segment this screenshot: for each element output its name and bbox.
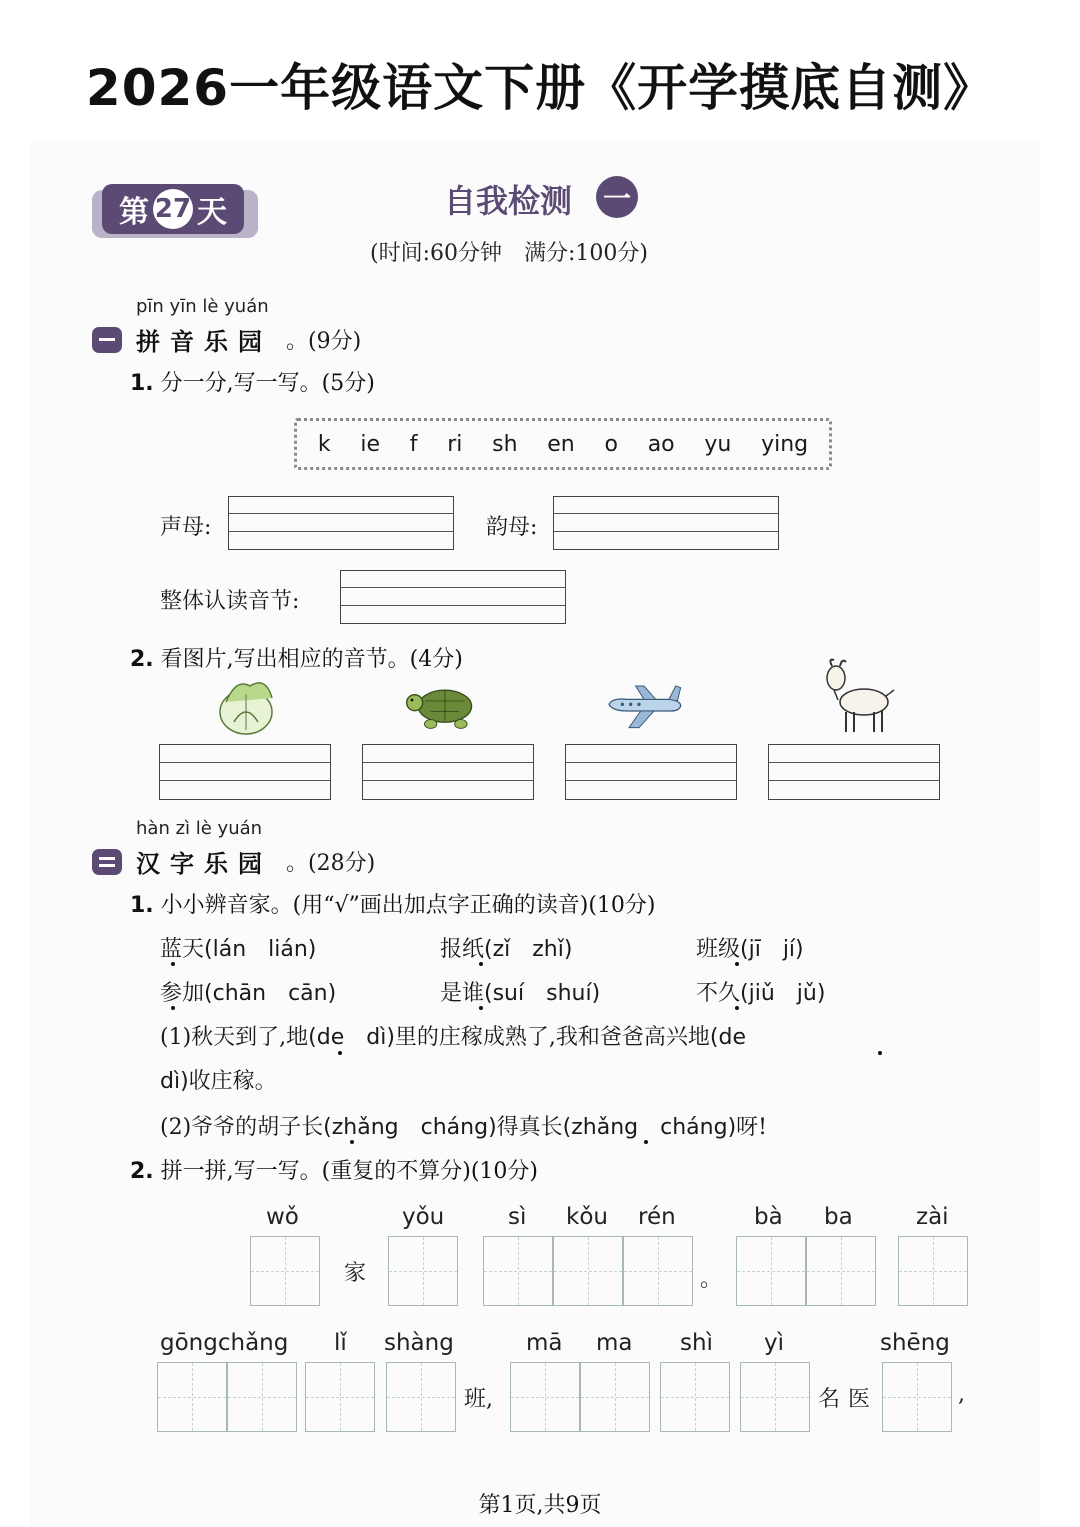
given-char: 家	[344, 1261, 367, 1286]
letter: o	[604, 431, 618, 457]
day-badge	[102, 184, 244, 234]
s1-q2-text: 看图片,写出相应的音节。(4分)	[160, 647, 463, 672]
writing-cell[interactable]	[250, 1236, 320, 1306]
pinyin-label: bà	[754, 1204, 783, 1230]
test-number: 一	[596, 176, 638, 218]
emphasis-dot	[171, 962, 175, 966]
letter: ri	[447, 431, 463, 457]
whole-syllables-writing-lines[interactable]	[340, 570, 566, 624]
writing-cell[interactable]	[553, 1236, 623, 1306]
given-char: 名医	[818, 1387, 879, 1412]
letter: yu	[704, 431, 732, 457]
pinyin-label: wǒ	[266, 1204, 299, 1230]
s1-q1	[130, 366, 375, 397]
picture-answer-lines-4[interactable]	[768, 744, 940, 800]
pinyin-label: zài	[916, 1204, 949, 1230]
letter: ao	[647, 431, 675, 457]
pron-item: 报纸(zǐ zhǐ)	[440, 937, 573, 962]
cabbage-icon	[206, 672, 286, 736]
section1-pinyin: pīn yīn lè yuán	[136, 296, 269, 317]
sentence-2: (2)爷爷的胡子长(zhǎng cháng)得真长(zhǎng cháng)呀!	[160, 1115, 767, 1140]
writing-cell[interactable]	[736, 1236, 806, 1306]
s2-q1-text: 小小辨音家。(用“√”画出加点字正确的读音)(10分)	[160, 893, 656, 918]
given-char: 。	[700, 1267, 723, 1292]
test-title: 自我检测	[444, 182, 573, 220]
pinyin-label: shì	[680, 1330, 713, 1356]
pinyin-label: ma	[596, 1330, 633, 1356]
sentence-1-line2: dì)收庄稼。	[160, 1069, 277, 1094]
s1-q1-text: 分一分,写一写。(5分)	[160, 371, 375, 396]
day-prefix: 第	[119, 195, 149, 230]
section2-score: 。(28分)	[286, 851, 376, 876]
writing-cell[interactable]	[386, 1362, 456, 1432]
section1-score: 。(9分)	[286, 329, 362, 354]
pron-item: 不久(jiǔ jǔ)	[696, 981, 826, 1006]
pinyin-label: yì	[764, 1330, 785, 1356]
section2-title: 汉字乐园	[136, 850, 272, 878]
pinyin-label: rén	[638, 1204, 676, 1230]
pinyin-label: yǒu	[402, 1204, 445, 1230]
page-footer: 第1页,共9页	[478, 1493, 602, 1518]
s2-q1-num: 1.	[130, 893, 154, 918]
emphasis-dot	[735, 962, 739, 966]
pinyin-label: lǐ	[334, 1330, 347, 1356]
pinyin-label: gōngchǎng	[160, 1330, 289, 1356]
s1-q2-num: 2.	[130, 647, 154, 672]
writing-cell[interactable]	[882, 1362, 952, 1432]
finals-writing-lines[interactable]	[553, 496, 779, 550]
initials-writing-lines[interactable]	[228, 496, 454, 550]
s1-q2	[130, 642, 463, 673]
emphasis-dot	[735, 1006, 739, 1010]
picture-answer-lines-2[interactable]	[362, 744, 534, 800]
airplane-icon	[604, 674, 684, 738]
writing-cell[interactable]	[740, 1362, 810, 1432]
picture-answer-lines-1[interactable]	[159, 744, 331, 800]
emphasis-dot	[171, 1006, 175, 1010]
writing-cell[interactable]	[510, 1362, 580, 1432]
label-whole-syllables: 整体认读音节:	[160, 589, 300, 614]
given-char: ,	[958, 1382, 965, 1407]
goat-icon	[818, 656, 898, 736]
pron-item: 是谁(suí shuí)	[440, 981, 601, 1006]
writing-cell[interactable]	[806, 1236, 876, 1306]
letter: f	[409, 431, 418, 457]
day-number: 27	[153, 189, 193, 229]
picture-answer-lines-3[interactable]	[565, 744, 737, 800]
section-two-icon	[92, 849, 122, 875]
emphasis-dot	[479, 962, 483, 966]
writing-cell[interactable]	[227, 1362, 297, 1432]
pron-item: 参加(chān cān)	[160, 981, 337, 1006]
day-suffix: 天	[197, 195, 227, 230]
label-initials: 声母:	[160, 515, 212, 540]
pron-item: 蓝天(lán lián)	[160, 937, 317, 962]
test-meta: (时间:60分钟 满分:100分)	[370, 241, 648, 266]
pinyin-label: kǒu	[566, 1204, 608, 1230]
s2-q1	[130, 888, 656, 919]
pinyin-label: ba	[824, 1204, 853, 1230]
section2-pinyin: hàn zì lè yuán	[136, 818, 263, 839]
writing-cell[interactable]	[157, 1362, 227, 1432]
pron-item: 班级(jī jí)	[696, 937, 804, 962]
writing-cell[interactable]	[660, 1362, 730, 1432]
turtle-icon	[404, 676, 484, 740]
section2-heading	[92, 844, 375, 879]
writing-cell[interactable]	[388, 1236, 458, 1306]
pinyin-label: mā	[526, 1330, 563, 1356]
section1-title: 拼音乐园	[136, 328, 272, 356]
pinyin-label: shàng	[384, 1330, 454, 1356]
emphasis-dot	[878, 1051, 882, 1055]
section-one-icon	[92, 327, 122, 353]
s2-q2	[130, 1154, 538, 1185]
letters-box	[294, 418, 832, 470]
sentence-1-line1: (1)秋天到了,地(de dì)里的庄稼成熟了,我和爸爸高兴地(de	[160, 1025, 747, 1050]
letter: ie	[360, 431, 380, 457]
label-finals: 韵母:	[486, 515, 538, 540]
letter: en	[547, 431, 575, 457]
letter: ying	[761, 431, 809, 457]
section1-heading	[92, 322, 361, 357]
pinyin-label: sì	[508, 1204, 527, 1230]
writing-cell[interactable]	[898, 1236, 968, 1306]
writing-cell[interactable]	[580, 1362, 650, 1432]
s1-q1-num: 1.	[130, 371, 154, 396]
emphasis-dot	[350, 1140, 354, 1144]
pinyin-label: shēng	[880, 1330, 950, 1356]
given-char: 班,	[464, 1387, 493, 1412]
letter: k	[317, 431, 331, 457]
letter: sh	[492, 431, 518, 457]
writing-cell[interactable]	[623, 1236, 693, 1306]
emphasis-dot	[479, 1006, 483, 1010]
writing-cell[interactable]	[483, 1236, 553, 1306]
s2-q2-num: 2.	[130, 1159, 154, 1184]
emphasis-dot	[338, 1051, 342, 1055]
page-title: 2026一年级语文下册《开学摸底自测》	[85, 59, 995, 117]
emphasis-dot	[644, 1140, 648, 1144]
writing-cell[interactable]	[305, 1362, 375, 1432]
s2-q2-text: 拼一拼,写一写。(重复的不算分)(10分)	[160, 1159, 538, 1184]
